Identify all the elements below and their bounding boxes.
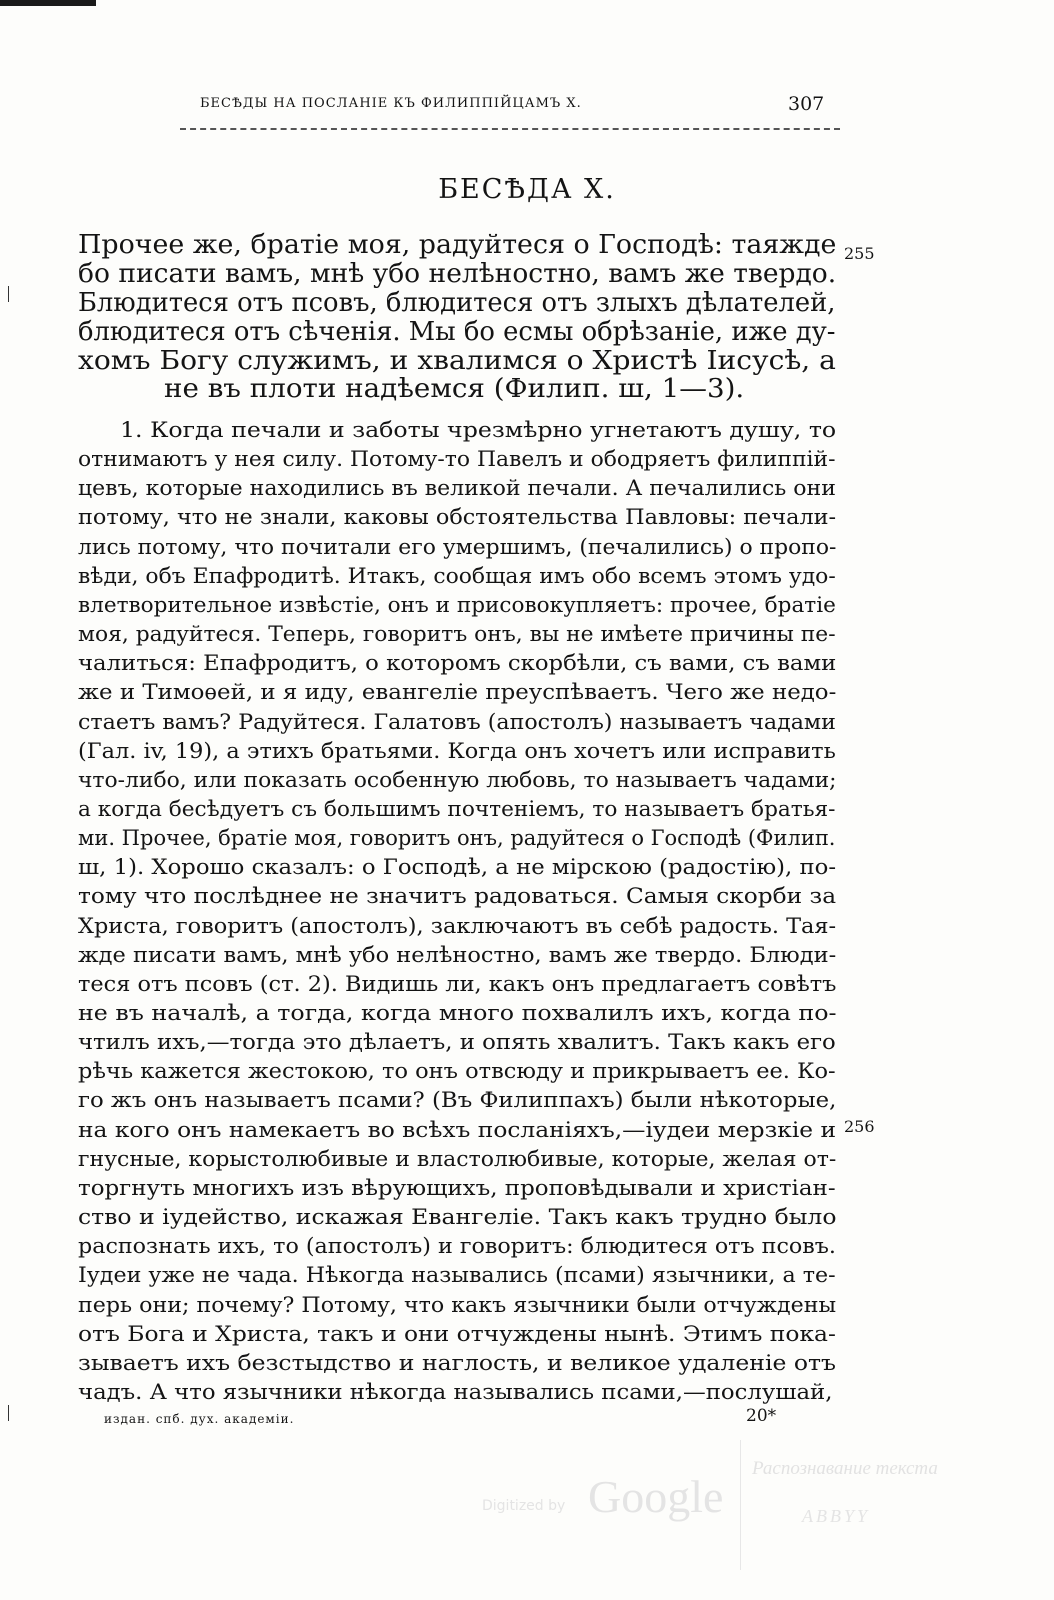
body-line: 1. Когда печали и заботы чрезмѣрно угнетаютъ душу, то (120, 418, 837, 442)
body-line: Іудеи уже не чада. Нѣкогда назывались (псами) язычники, а те- (78, 1263, 836, 1287)
body-line: же и Тимоѳей, и я иду, евангеліе преуспѣваетъ. Чего же недо- (78, 680, 837, 704)
body-line: на кого онъ намекаетъ во всѣхъ посланіяхъ,—іудеи мерзкіе и (78, 1118, 837, 1142)
body-line: влетворительное извѣстіе, онъ и присовокупляетъ: прочее, братіе (78, 593, 836, 617)
body-line: тому что послѣднее не значитъ радоваться. Самыя скорби за (78, 884, 837, 908)
epigraph-line: бо писати вамъ, мнѣ убо нелѣностно, вамъ же твердо. (78, 259, 837, 289)
margin-line-number: 256 (844, 1117, 875, 1136)
body-line: моя, радуйтеся. Теперь, говоритъ онъ, вы не имѣете причины пе- (78, 622, 836, 646)
epigraph-line: Блюдитеся отъ псовъ, блюдитеся отъ злыхъ дѣлателей, (78, 288, 836, 318)
body-line: Христа, говоритъ (апостолъ), заключаютъ въ себѣ радость. Тая- (78, 914, 837, 938)
watermark-google-logo: Google (588, 1471, 724, 1522)
body-line: что-либо, или показать особенную любовь, то называетъ чадами; (78, 768, 837, 792)
body-line: вѣди, объ Епафродитѣ. Итакъ, сообщая имъ обо всемъ этомъ удо- (78, 564, 836, 588)
body-line: зываетъ ихъ безстыдство и наглость, и великое удаленіе отъ (78, 1351, 836, 1375)
body-line: жде писати вамъ, мнѣ убо нелѣностно, вамъ же твердо. Блюди- (78, 943, 837, 967)
epigraph-line: Прочее же, братіе моя, радуйтеся о Господѣ: таяжде (78, 230, 837, 260)
body-line: ми. Прочее, братіе моя, говоритъ онъ, радуйтеся о Господѣ (Филип. (78, 826, 836, 850)
body-line: го жъ онъ называетъ псами? (Въ Филиппахъ) были нѣкоторые, (78, 1088, 837, 1112)
signature-mark: 20* (746, 1406, 777, 1426)
scan-margin-tick (8, 286, 9, 302)
epigraph-line: хомъ Богу служимъ, и хвалимся о Христѣ Іисусѣ, а (78, 346, 836, 376)
body-line: отъ Бога и Христа, такъ и они отчуждены нынѣ. Этимъ пока- (78, 1322, 836, 1346)
page-number: 307 (788, 93, 825, 115)
body-line: ш, 1). Хорошо сказалъ: о Господѣ, а не мірскою (радостію), по- (78, 855, 837, 879)
body-line: торгнуть многихъ изъ вѣрующихъ, проповѣдывали и христіан- (78, 1176, 836, 1200)
body-line: распознать ихъ, то (апостолъ) и говоритъ: блюдитеся отъ псовъ. (78, 1234, 836, 1258)
body-line: чадъ. А что язычники нѣкогда назывались псами,—послушай, (78, 1380, 833, 1404)
body-line: не въ началѣ, а тогда, когда много похвалилъ ихъ, когда по- (78, 1001, 837, 1025)
scan-corner-mark (0, 0, 96, 6)
page-title: БЕСѢДА X. (438, 174, 616, 205)
watermark-ocr-engine: ABBYY (802, 1506, 871, 1526)
epigraph-line: не въ плоти надѣемся (Филип. ш, 1—3). (164, 374, 745, 404)
body-line: перь они; почему? Потому, что какъ язычники были отчуждены (78, 1293, 837, 1317)
margin-line-number: 255 (844, 244, 875, 263)
body-line: потому, что не знали, каковы обстоятельства Павловы: печали- (78, 505, 837, 529)
body-line: стаетъ вамъ? Радуйтеся. Галатовъ (апостолъ) называетъ чадами (78, 710, 836, 734)
body-line: ство и іудейство, искажая Евангеліе. Такъ какъ трудно было (78, 1205, 837, 1229)
watermark-digitized-by: Digitized by (482, 1498, 566, 1514)
body-line: чтилъ ихъ,—тогда это дѣлаетъ, и опять хвалитъ. Такъ какъ его (78, 1030, 836, 1054)
body-line: рѣчь кажется жестокою, то онъ отвсюду и прикрываетъ ее. Ко- (78, 1059, 836, 1083)
epigraph-line: блюдитеся отъ сѣченія. Мы бо есмы обрѣзаніе, иже ду- (78, 317, 836, 347)
body-line: чалиться: Епафродитъ, о которомъ скорбѣли, съ вами, съ вами (78, 651, 837, 675)
watermark-divider (740, 1440, 741, 1570)
body-line: лись потому, что почитали его умершимъ, (печалились) о пропо- (78, 535, 837, 559)
running-head: БЕСѢДЫ НА ПОСЛАНІЕ КЪ ФИЛИППІЙЦАМЪ X. (200, 96, 582, 111)
scan-margin-tick (8, 1405, 9, 1421)
body-line: цевъ, которые находились въ великой печали. А печалились они (78, 476, 836, 500)
header-rule (180, 128, 840, 130)
printer-signature: издан. спб. дух. академіи. (104, 1412, 295, 1426)
body-line: теся отъ псовъ (ст. 2). Видишь ли, какъ онъ предлагаетъ совѣтъ (78, 972, 837, 996)
body-line: отнимаютъ у нея силу. Потому-то Павелъ и ободряетъ филиппій- (78, 447, 836, 471)
body-line: гнусные, корыстолюбивые и властолюбивые, которые, желая от- (78, 1147, 837, 1171)
body-line: (Гал. iv, 19), а этихъ братьями. Когда онъ хочетъ или исправить (78, 739, 836, 763)
body-line: а когда бесѣдуетъ съ большимъ почтеніемъ, то называетъ братья- (78, 797, 836, 821)
watermark-ocr-note: Распознавание текста (752, 1458, 938, 1479)
